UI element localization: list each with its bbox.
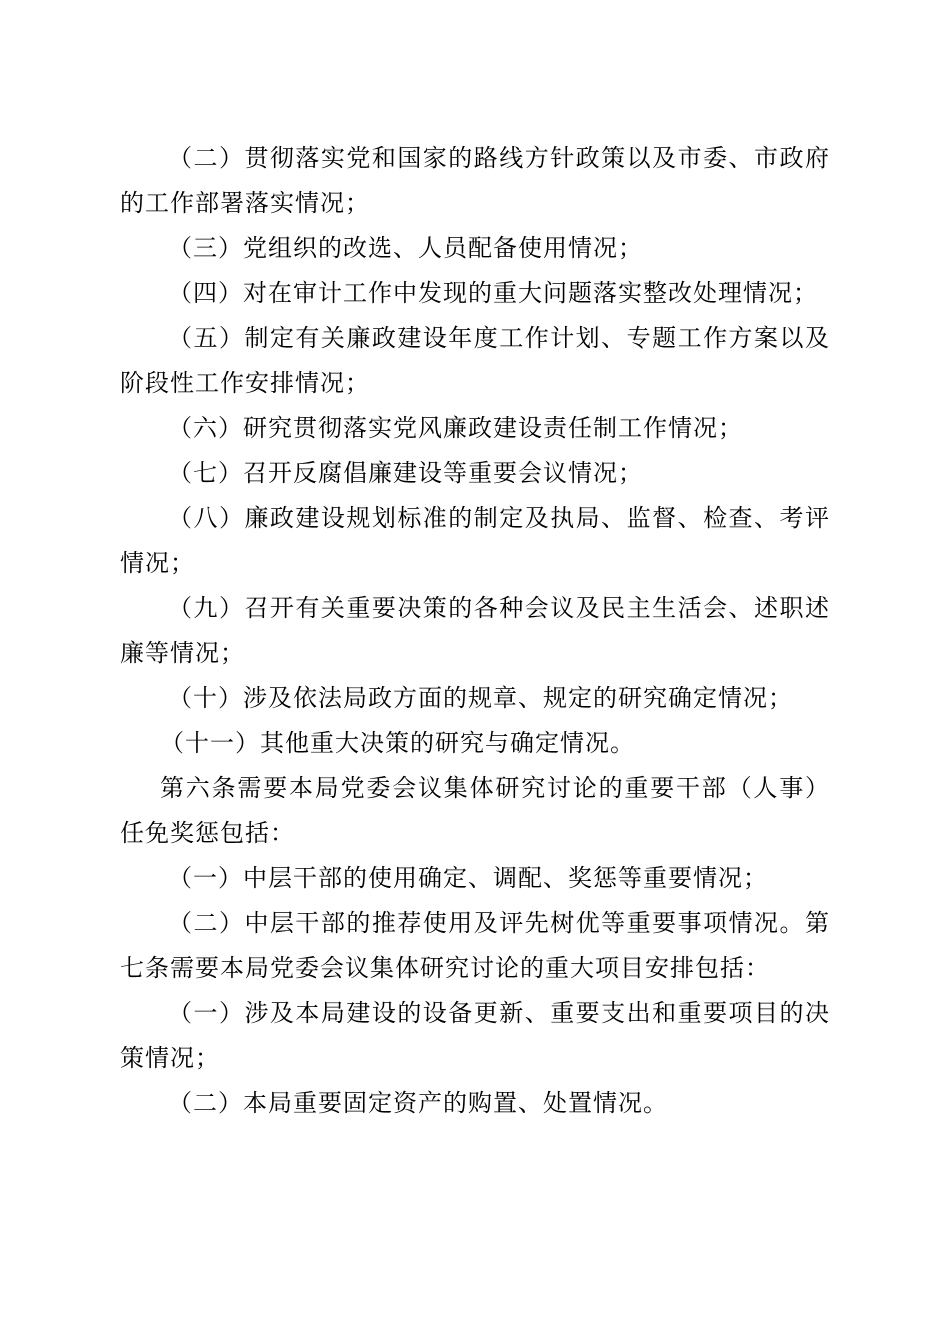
paragraph-item-9: （九）召开有关重要决策的各种会议及民主生活会、述职述廉等情况； [120,594,830,667]
paragraph-item-3: （三）党组织的改选、人员配备使用情况； [168,234,643,262]
paragraph-item-2: （二）贯彻落实党和国家的路线方针政策以及市委、市政府的工作部署落实情况； [120,144,830,217]
paragraph-item-11: （十一）其他重大决策的研究与确定情况。 [160,729,635,757]
paragraph-item-8: （八）廉政建设规划标准的制定及执局、监督、检查、考评情况； [120,504,830,577]
paragraph-item-7: （七）召开反腐倡廉建设等重要会议情况； [168,459,643,487]
paragraph-item-5: （五）制定有关廉政建设年度工作计划、专题工作方案以及阶段性工作安排情况； [120,324,830,397]
paragraph-item-4: （四）对在审计工作中发现的重大问题落实整改处理情况； [168,279,818,307]
article-6-item-2-and-article-7: （二）中层干部的推荐使用及评先树优等重要事项情况。第七条需要本局党委会议集体研究讨论的重大项目安排包括： [120,909,830,982]
article-7-item-2: （二）本局重要固定资产的购置、处置情况。 [168,1089,668,1117]
article-6-paragraph: 第六条需要本局党委会议集体研究讨论的重要干部（人事）任免奖惩包括： [120,774,830,847]
document-body [120,136,830,1126]
paragraph-item-10: （十）涉及依法局政方面的规章、规定的研究确定情况； [168,684,793,712]
article-6-item-1: （一）中层干部的使用确定、调配、奖惩等重要情况； [168,864,768,892]
paragraph-item-6: （六）研究贯彻落实党风廉政建设责任制工作情况； [168,414,743,442]
article-7-item-1: （一）涉及本局建设的设备更新、重要支出和重要项目的决策情况； [120,999,830,1072]
